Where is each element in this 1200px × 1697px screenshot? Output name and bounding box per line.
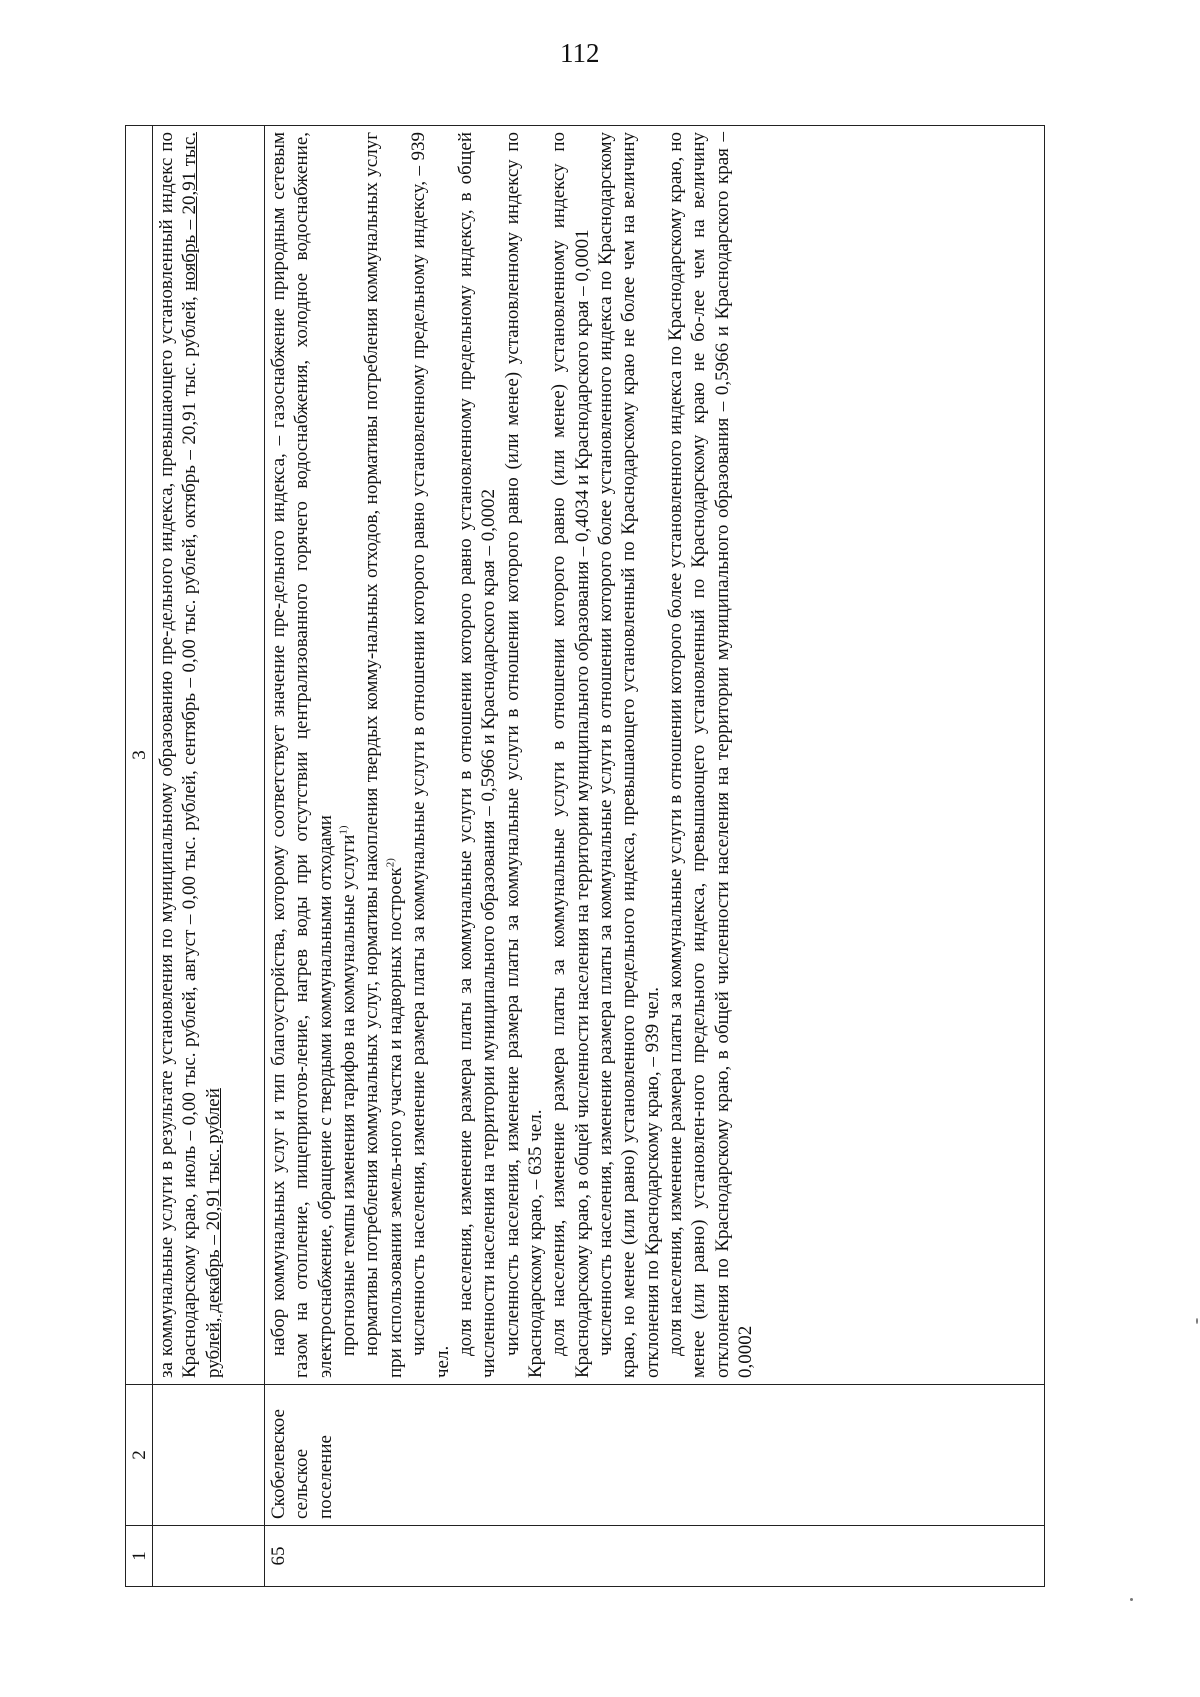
- paragraph-norms: [360, 132, 407, 1378]
- paragraph-share-below-index: доля населения, изменение размера платы за коммунальные услуги в отношении которого равно (или менее) установленному индексу по Краснодарскому краю, в общей численности населения на территории муниципального образования – 0,4034 и Краснодарского края – 0,0001: [548, 132, 593, 1378]
- norms-text: нормативы потребления коммунальных услуг, нормативы накопления твердых комму-нальных отходов, нормативы потребления коммунальных услуг при использовании земель-ного участка и надворных построек: [361, 132, 406, 1378]
- header-col-1: 1: [126, 1526, 153, 1587]
- page-number: 112: [560, 38, 600, 68]
- paragraph-share-equal-limit: доля населения, изменение размера платы за коммунальные услуги в отношении которого равно установленному предельному индексу, в общей численности населения на территории муниципального образования – 0,5966 и Краснодарского края – 0,0002: [454, 132, 500, 1378]
- scan-speck: [1130, 1598, 1133, 1601]
- header-col-3: 3: [126, 126, 153, 1385]
- paragraph-share-above-index: доля населения, изменение размера платы за коммунальные услуги в отношении которого более установленного индекса по Краснодарскому краю, но менее (или равно) установлен-ного предельного индекса, превышающего установленный по Краснодарскому краю не бо-лее чем на величину отклонения по Краснодарскому краю, в общей численности населения на территории муниципального образования – 0,5966 и Краснодарского края – 0,0002: [665, 132, 757, 1378]
- header-col-2: 2: [126, 1385, 153, 1526]
- table-row-continuation: [153, 126, 265, 1587]
- tariff-rates-text: прогнозные темпы изменения тарифов на коммунальные услуги: [338, 834, 360, 1356]
- paragraph-population-above-index: численность населения, изменение размера платы за коммунальные услуги в отношении которого более установленного индекса по Краснодарскому краю, но менее (или равно) установленного предельного индекса, превышающего установленный по Краснодарскому краю не более чем на величину отклонения по Краснодарскому краю, – 939 чел.: [595, 132, 663, 1378]
- municipality-name: [265, 1385, 1045, 1526]
- data-table: [125, 125, 1045, 1587]
- scan-speck: [1196, 1318, 1198, 1324]
- cell-number: [153, 1526, 265, 1587]
- table-row-65: [265, 126, 1045, 1587]
- row-number: 65: [265, 1526, 1045, 1587]
- row-details: [265, 126, 1045, 1385]
- cell-name: [153, 1385, 265, 1526]
- continuation-text-underlined: ноябрь – 20,91 тыс. рублей, декабрь – 20,91 тыс. рублей: [179, 131, 224, 1378]
- paragraph-population-below-index: численность населения, изменение размера платы за коммунальные услуги в отношении которого равно (или менее) установленному индексу по Краснодарскому краю, – 635 чел.: [501, 132, 546, 1378]
- paragraph-utilities-set: набор коммунальных услуг и тип благоустройства, которому соответствует значение пре-дельного индекса, – газоснабжение природным сетевым газом на отопление, пищеприготов-ление, нагрев воды при отсутствии централизованного горячего водоснабжения, холодное водоснабжение, электроснабжение, обращение с твердыми коммунальными отходами: [268, 132, 336, 1378]
- footnote-1: 1): [337, 825, 350, 835]
- footnote-2: 2): [384, 858, 397, 868]
- rotated-table-container: [125, 125, 1045, 1587]
- continuation-text: за коммунальные услуги в результате установления по муниципальному образованию пре-дельного индекса, превышающего установленный индекс по Краснодарскому краю, июль – 0,00 тыс. рублей, август – 0,00 тыс. рублей, сентябрь – 0,00 тыс. рублей,: [156, 132, 201, 1378]
- table-header-row: [126, 126, 153, 1587]
- paragraph-tariff-rates: [337, 132, 360, 1378]
- cell-description: [153, 126, 265, 1385]
- continuation-text-end: октябрь – 20,91 тыс. рублей,: [179, 290, 201, 529]
- municipality-name-text: Скобелевское сельское поселение: [268, 1409, 336, 1519]
- paragraph-population-equal-limit: численность населения, изменение размера платы за коммунальные услуги в отношении которого равно установленному предельному индексу, – 939 чел.: [408, 132, 453, 1378]
